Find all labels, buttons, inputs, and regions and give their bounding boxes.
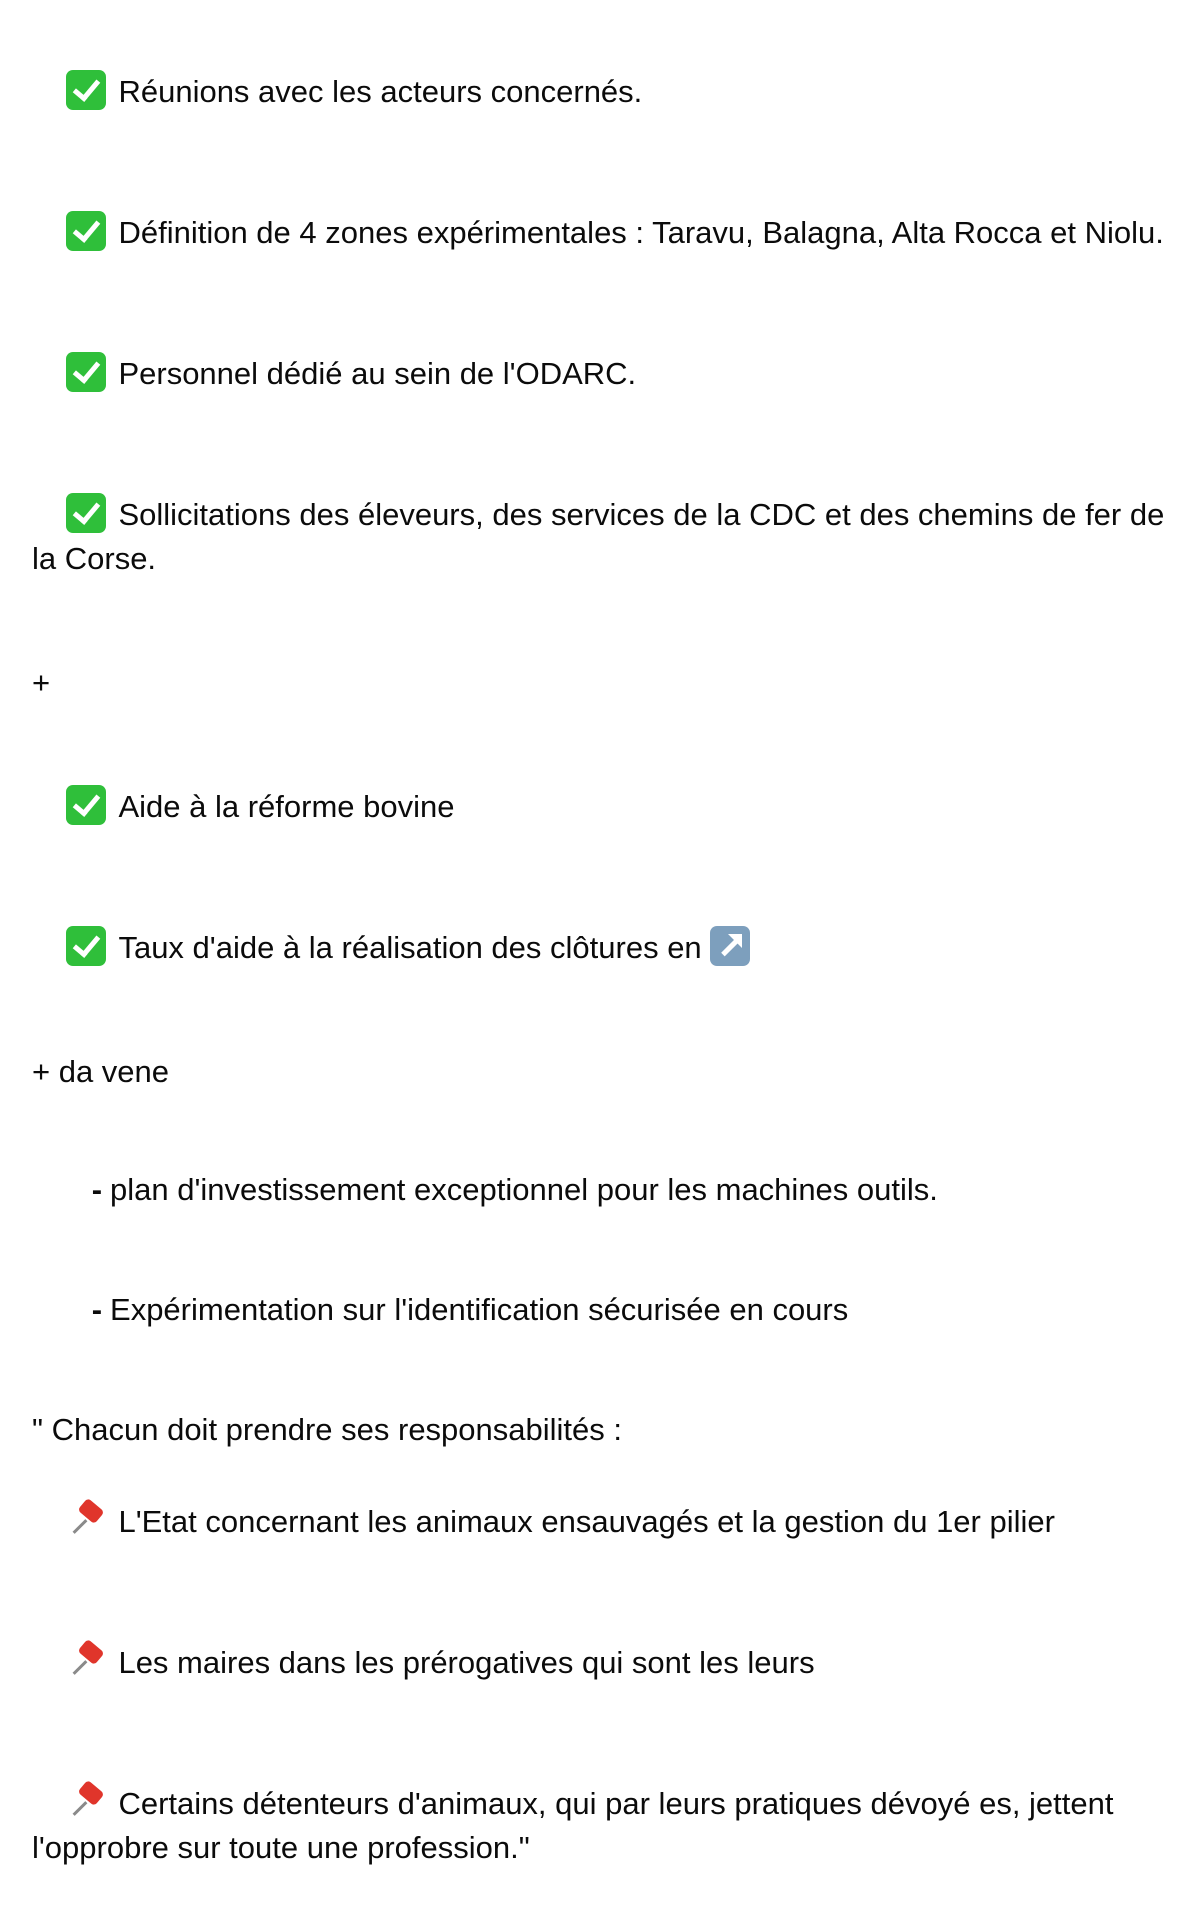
dash-item [40, 1250, 1172, 1370]
achievement-item [32, 308, 1172, 440]
check-mark-icon [66, 493, 106, 533]
responsibility-item [32, 1597, 1172, 1729]
responsibility-item [32, 1738, 1172, 1914]
aid-text: Aide à la réforme bovine [118, 789, 455, 824]
pushpin-icon [66, 1641, 106, 1681]
plus-da-vene: + da vene [32, 1054, 170, 1089]
check-mark-icon [66, 70, 106, 110]
plus-separator: + [32, 665, 51, 700]
achievement-text: Définition de 4 zones expérimentales : Taravu, Balagna, Alta Rocca et Niolu. [118, 215, 1164, 250]
check-mark-icon [66, 926, 106, 966]
responsibility-item [32, 1456, 1172, 1588]
aid-text: Taux d'aide à la réalisation des clôtures en [118, 930, 702, 965]
achievement-item [32, 449, 1172, 625]
dash-item-text: Expérimentation sur l'identification sécurisée en cours [110, 1292, 849, 1327]
check-mark-icon [66, 211, 106, 251]
achievement-text: Sollicitations des éleveurs, des services de la CDC et des chemins de fer de la Corse. [32, 497, 1173, 576]
responsibility-text: Les maires dans les prérogatives qui sont les leurs [118, 1645, 815, 1680]
pushpin-icon [66, 1500, 106, 1540]
achievement-text: Réunions avec les acteurs concernés. [118, 74, 643, 109]
up-right-arrow-icon [710, 926, 750, 966]
dash-item-text: plan d'investissement exceptionnel pour les machines outils. [110, 1172, 938, 1207]
dash-marker: - [91, 1292, 103, 1327]
dash-list [32, 1130, 1172, 1370]
responsibility-text: Certains détenteurs d'animaux, qui par leurs pratiques dévoyé es, jettent l'opprobre sur toute une profession." [32, 1786, 1123, 1865]
achievement-text: Personnel dédié au sein de l'ODARC. [118, 356, 637, 391]
achievement-item [32, 26, 1172, 158]
dash-item [40, 1130, 1172, 1250]
aid-item [32, 882, 1172, 1014]
dash-marker: - [91, 1172, 103, 1207]
responsibility-text: L'Etat concernant les animaux ensauvagés et la gestion du 1er pilier [118, 1504, 1055, 1539]
quote-intro: " Chacun doit prendre ses responsabilités : [32, 1412, 622, 1447]
pushpin-icon [66, 1782, 106, 1822]
check-mark-icon [66, 785, 106, 825]
note-document [32, 0, 1172, 1914]
check-mark-icon [66, 352, 106, 392]
achievement-item [32, 167, 1172, 299]
aid-item [32, 741, 1172, 873]
